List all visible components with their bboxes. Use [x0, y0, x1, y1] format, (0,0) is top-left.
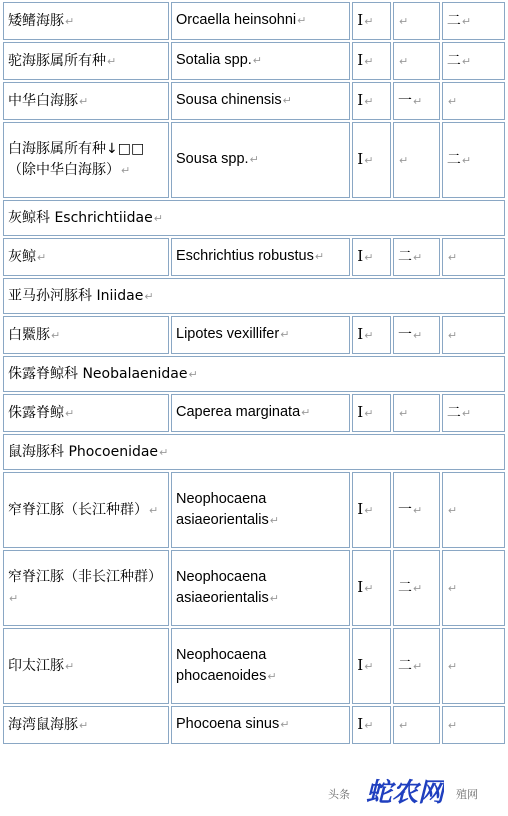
chinese-name: 侏露脊鲸 [8, 404, 64, 421]
scientific-name: Lipotes vexillifer [176, 326, 280, 342]
paragraph-mark: ↵ [249, 154, 259, 166]
family-name: 灰鲸科 Eschrichtiidae [8, 209, 153, 226]
appendix-level-cell [352, 2, 391, 40]
protection-level-2-cell [442, 394, 505, 432]
paragraph-mark: ↵ [121, 164, 131, 177]
paragraph-mark: ↵ [364, 659, 374, 673]
appendix-level-cell [352, 316, 391, 354]
paragraph-mark: ↵ [364, 503, 374, 517]
chinese-name-cell [3, 42, 169, 80]
scientific-name-cell [171, 238, 350, 276]
protection-level-2: 二 [446, 404, 461, 421]
family-row [3, 200, 505, 236]
paragraph-mark: ↵ [65, 14, 75, 28]
paragraph-mark: ↵ [447, 250, 458, 264]
scientific-name-cell [171, 2, 350, 40]
species-row [3, 394, 505, 432]
scientific-name-cell [171, 82, 350, 120]
paragraph-mark: ↵ [280, 719, 290, 731]
family-name-cell [3, 278, 505, 314]
paragraph-mark: ↵ [447, 659, 458, 673]
species-row [3, 472, 505, 548]
species-row [3, 706, 505, 744]
protection-level-2: 二 [446, 151, 461, 168]
appendix-level: Ⅰ [357, 501, 364, 518]
protection-level-2-cell [442, 2, 505, 40]
scientific-name: Neophocaena asiaeorientalis [176, 490, 269, 528]
paragraph-mark: ↵ [447, 581, 458, 595]
protection-level-1-cell [393, 316, 440, 354]
paragraph-mark: ↵ [364, 581, 374, 595]
appendix-level-cell [352, 706, 391, 744]
scientific-name: Caperea marginata [176, 404, 301, 420]
watermark [328, 774, 478, 808]
paragraph-mark: ↵ [447, 94, 458, 108]
paragraph-mark: ↵ [37, 250, 47, 264]
appendix-level: Ⅰ [357, 716, 364, 733]
scientific-name-cell [171, 706, 350, 744]
paragraph-mark: ↵ [398, 14, 409, 28]
chinese-name: 印太江豚 [8, 657, 64, 674]
protection-level-2: 二 [446, 52, 461, 69]
paragraph-mark: ↵ [364, 54, 374, 68]
scientific-name-cell [171, 42, 350, 80]
appendix-level-cell [352, 394, 391, 432]
family-row [3, 434, 505, 470]
paragraph-mark: ↵ [269, 514, 279, 527]
appendix-level: Ⅰ [357, 404, 364, 421]
chinese-name-cell [3, 82, 169, 120]
scientific-name-cell [171, 122, 350, 198]
appendix-level-cell [352, 238, 391, 276]
paragraph-mark: ↵ [252, 55, 263, 67]
protection-level-2-cell [442, 550, 505, 626]
paragraph-mark: ↵ [412, 659, 423, 673]
protection-level-1-cell [393, 82, 440, 120]
family-name-cell [3, 200, 505, 236]
paragraph-mark: ↵ [364, 718, 374, 732]
chinese-name-cell [3, 2, 169, 40]
paragraph-mark: ↵ [9, 592, 19, 605]
paragraph-mark: ↵ [79, 94, 89, 108]
protection-level-1: 一 [397, 326, 412, 343]
protection-level-1-cell [393, 42, 440, 80]
family-name: 侏露脊鲸科 Neobalaenidae [8, 365, 188, 382]
chinese-name: 驼海豚属所有种 [8, 52, 106, 69]
watermark-right-text: 殖网 [456, 788, 478, 801]
species-row [3, 316, 505, 354]
protection-level-2-cell [442, 42, 505, 80]
watermark-logo-text: 蛇农网 [366, 778, 444, 808]
chinese-name: 中华白海豚 [8, 92, 78, 109]
scientific-name: Sousa spp. [176, 151, 249, 167]
paragraph-mark: ↵ [297, 15, 307, 27]
chinese-name-cell [3, 706, 169, 744]
chinese-name-cell [3, 472, 169, 548]
paragraph-mark: ↵ [447, 503, 458, 517]
appendix-level-cell [352, 472, 391, 548]
family-row [3, 278, 505, 314]
chinese-name: 白海豚属所有种↓□□（除中华白海豚） [8, 141, 145, 178]
species-table [1, 0, 507, 746]
appendix-level: Ⅰ [357, 579, 364, 596]
scientific-name: Eschrichtius robustus [176, 248, 314, 264]
protection-level-2-cell [442, 628, 505, 704]
paragraph-mark: ↵ [267, 670, 277, 683]
species-row [3, 238, 505, 276]
appendix-level: Ⅰ [357, 12, 364, 29]
chinese-name: 矮鳍海豚 [8, 12, 64, 29]
appendix-level-cell [352, 42, 391, 80]
protection-level-1: 一 [397, 92, 412, 109]
family-name-cell [3, 434, 505, 470]
paragraph-mark: ↵ [149, 503, 159, 517]
paragraph-mark: ↵ [412, 250, 423, 264]
chinese-name: 海湾鼠海豚 [8, 716, 78, 733]
scientific-name: Neophocaena asiaeorientalis [176, 568, 269, 606]
protection-level-1-cell [393, 2, 440, 40]
paragraph-mark: ↵ [398, 718, 409, 732]
watermark-logo-icon [364, 774, 444, 808]
protection-level-2-cell [442, 238, 505, 276]
protection-level-1-cell [393, 394, 440, 432]
paragraph-mark: ↵ [159, 445, 169, 459]
appendix-level: Ⅰ [357, 52, 364, 69]
appendix-level: Ⅰ [357, 248, 364, 265]
paragraph-mark: ↵ [447, 718, 458, 732]
protection-level-1: 二 [397, 657, 412, 674]
appendix-level: Ⅰ [357, 657, 364, 674]
protection-level-1: 二 [397, 579, 412, 596]
scientific-name-cell [171, 628, 350, 704]
paragraph-mark: ↵ [398, 54, 409, 68]
appendix-level: Ⅰ [357, 326, 364, 343]
protection-level-1-cell [393, 472, 440, 548]
family-row [3, 356, 505, 392]
chinese-name: 窄脊江豚（非长江种群） [8, 569, 162, 585]
paragraph-mark: ↵ [461, 14, 472, 28]
paragraph-mark: ↵ [364, 250, 374, 264]
paragraph-mark: ↵ [301, 407, 311, 419]
scientific-name-cell [171, 550, 350, 626]
paragraph-mark: ↵ [398, 406, 409, 420]
species-table-body [3, 2, 505, 744]
species-row [3, 82, 505, 120]
paragraph-mark: ↵ [51, 328, 61, 342]
paragraph-mark: ↵ [364, 406, 374, 420]
scientific-name-cell [171, 316, 350, 354]
scientific-name: Sousa chinensis [176, 92, 282, 108]
scientific-name: Orcaella heinsohni [176, 12, 297, 28]
paragraph-mark: ↵ [282, 95, 292, 107]
paragraph-mark: ↵ [447, 328, 458, 342]
appendix-level-cell [352, 82, 391, 120]
protection-level-2-cell [442, 472, 505, 548]
paragraph-mark: ↵ [153, 211, 163, 225]
appendix-level-cell [352, 550, 391, 626]
paragraph-mark: ↵ [398, 153, 409, 167]
protection-level-2: 二 [446, 12, 461, 29]
paragraph-mark: ↵ [412, 503, 423, 517]
chinese-name-cell [3, 628, 169, 704]
appendix-level-cell [352, 122, 391, 198]
protection-level-2-cell [442, 316, 505, 354]
paragraph-mark: ↵ [364, 153, 374, 167]
chinese-name-cell [3, 238, 169, 276]
scientific-name-cell [171, 394, 350, 432]
family-name-cell [3, 356, 505, 392]
species-row [3, 122, 505, 198]
family-name: 亚马孙河豚科 Iniidae [8, 287, 144, 304]
chinese-name-cell [3, 550, 169, 626]
chinese-name: 窄脊江豚（长江种群） [8, 501, 148, 518]
protection-level-1-cell [393, 122, 440, 198]
chinese-name: 灰鲸 [8, 248, 36, 265]
paragraph-mark: ↵ [144, 289, 154, 303]
paragraph-mark: ↵ [188, 367, 198, 381]
scientific-name: Sotalia spp. [176, 52, 252, 68]
protection-level-2-cell [442, 122, 505, 198]
protection-level-1-cell [393, 706, 440, 744]
paragraph-mark: ↵ [79, 718, 89, 732]
paragraph-mark: ↵ [412, 94, 423, 108]
protection-level-1-cell [393, 238, 440, 276]
paragraph-mark: ↵ [461, 406, 472, 420]
species-row [3, 550, 505, 626]
paragraph-mark: ↵ [314, 251, 325, 263]
paragraph-mark: ↵ [364, 14, 374, 28]
appendix-level-cell [352, 628, 391, 704]
scientific-name-cell [171, 472, 350, 548]
chinese-name: 白鱀豚 [8, 326, 50, 343]
chinese-name-cell [3, 316, 169, 354]
paragraph-mark: ↵ [364, 328, 374, 342]
protection-level-1-cell [393, 550, 440, 626]
paragraph-mark: ↵ [65, 406, 75, 420]
paragraph-mark: ↵ [107, 54, 117, 68]
appendix-level: Ⅰ [357, 151, 364, 168]
paragraph-mark: ↵ [364, 94, 374, 108]
watermark-left-text: 头条 [328, 788, 350, 801]
family-name: 鼠海豚科 Phocoenidae [8, 443, 159, 460]
species-row [3, 628, 505, 704]
protection-level-1-cell [393, 628, 440, 704]
paragraph-mark: ↵ [280, 329, 290, 341]
species-row [3, 2, 505, 40]
appendix-level: Ⅰ [357, 92, 364, 109]
scientific-name: Neophocaena phocaenoides [176, 646, 267, 684]
chinese-name-cell [3, 394, 169, 432]
paragraph-mark: ↵ [65, 659, 75, 673]
protection-level-2-cell [442, 706, 505, 744]
protection-level-1: 一 [397, 501, 412, 518]
species-row [3, 42, 505, 80]
scientific-name: Phocoena sinus [176, 716, 280, 732]
paragraph-mark: ↵ [269, 592, 279, 605]
paragraph-mark: ↵ [461, 153, 472, 167]
paragraph-mark: ↵ [412, 581, 423, 595]
paragraph-mark: ↵ [461, 54, 472, 68]
protection-level-1: 二 [397, 248, 412, 265]
chinese-name-cell [3, 122, 169, 198]
protection-level-2-cell [442, 82, 505, 120]
paragraph-mark: ↵ [412, 328, 423, 342]
